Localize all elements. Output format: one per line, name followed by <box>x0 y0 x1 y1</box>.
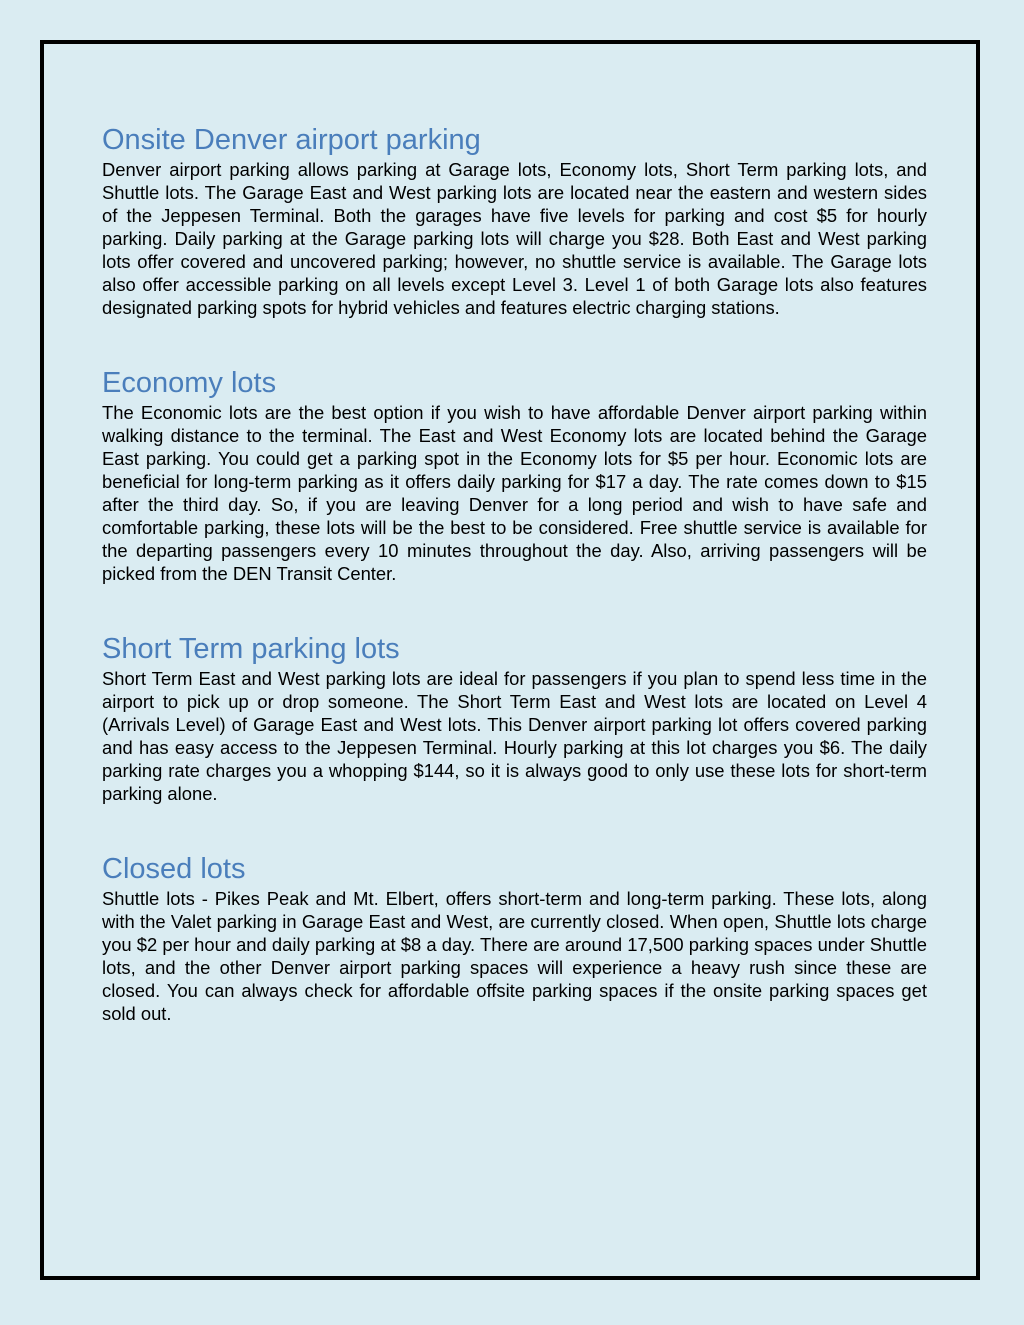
section-heading: Economy lots <box>102 367 277 399</box>
section-short-term-lots <box>102 631 927 805</box>
section-paragraph: Denver airport parking allows parking at Garage lots, Economy lots, Short Term parking lots, and Shuttle lots. The Garage East and West parking lots are located near the eastern and western sides of the Jeppesen Terminal. Both the garages have five levels for parking and cost $5 for hourly parking. Daily parking at the Garage parking lots will charge you $28. Both East and West parking lots offer covered and uncovered parking; however, no shuttle service is available. The Garage lots also offer accessible parking on all levels except Level 3. Level 1 of both Garage lots also features designated parking spots for hybrid vehicles and features electric charging stations. <box>102 159 927 318</box>
section-paragraph: Shuttle lots - Pikes Peak and Mt. Elbert, offers short-term and long-term parking. These lots, along with the Valet parking in Garage East and West, are currently closed. When open, Shuttle lots charge you $2 per hour and daily parking at $8 a day. There are around 17,500 parking spaces under Shuttle lots, and the other Denver airport parking spaces will experience a heavy rush since these are closed. You can always check for affordable offsite parking spaces if the onsite parking spaces get sold out. <box>102 888 927 1024</box>
section-heading: Short Term parking lots <box>102 633 400 665</box>
document-body <box>102 122 927 1071</box>
section-onsite-parking <box>102 122 927 319</box>
section-heading: Closed lots <box>102 853 246 885</box>
section-paragraph: The Economic lots are the best option if you wish to have affordable Denver airport parking within walking distance to the terminal. The East and West Economy lots are located behind the Garage East parking. You could get a parking spot in the Economy lots for $5 per hour. Economic lots are beneficial for long-term parking as it offers daily parking for $17 a day. The rate comes down to $15 after the third day. So, if you are leaving Denver for a long period and wish to have safe and comfortable parking, these lots will be the best to be considered. Free shuttle service is available for the departing passengers every 10 minutes throughout the day. Also, arriving passengers will be picked from the DEN Transit Center. <box>102 402 927 584</box>
section-paragraph: Short Term East and West parking lots are ideal for passengers if you plan to spend less time in the airport to pick up or drop someone. The Short Term East and West lots are located on Level 4 (Arrivals Level) of Garage East and West lots. This Denver airport parking lot offers covered parking and has easy access to the Jeppesen Terminal. Hourly parking at this lot charges you $6. The daily parking rate charges you a whopping $144, so it is always good to only use these lots for short-term parking alone. <box>102 668 927 804</box>
section-economy-lots <box>102 365 927 585</box>
section-heading: Onsite Denver airport parking <box>102 124 481 156</box>
section-closed-lots <box>102 851 927 1025</box>
